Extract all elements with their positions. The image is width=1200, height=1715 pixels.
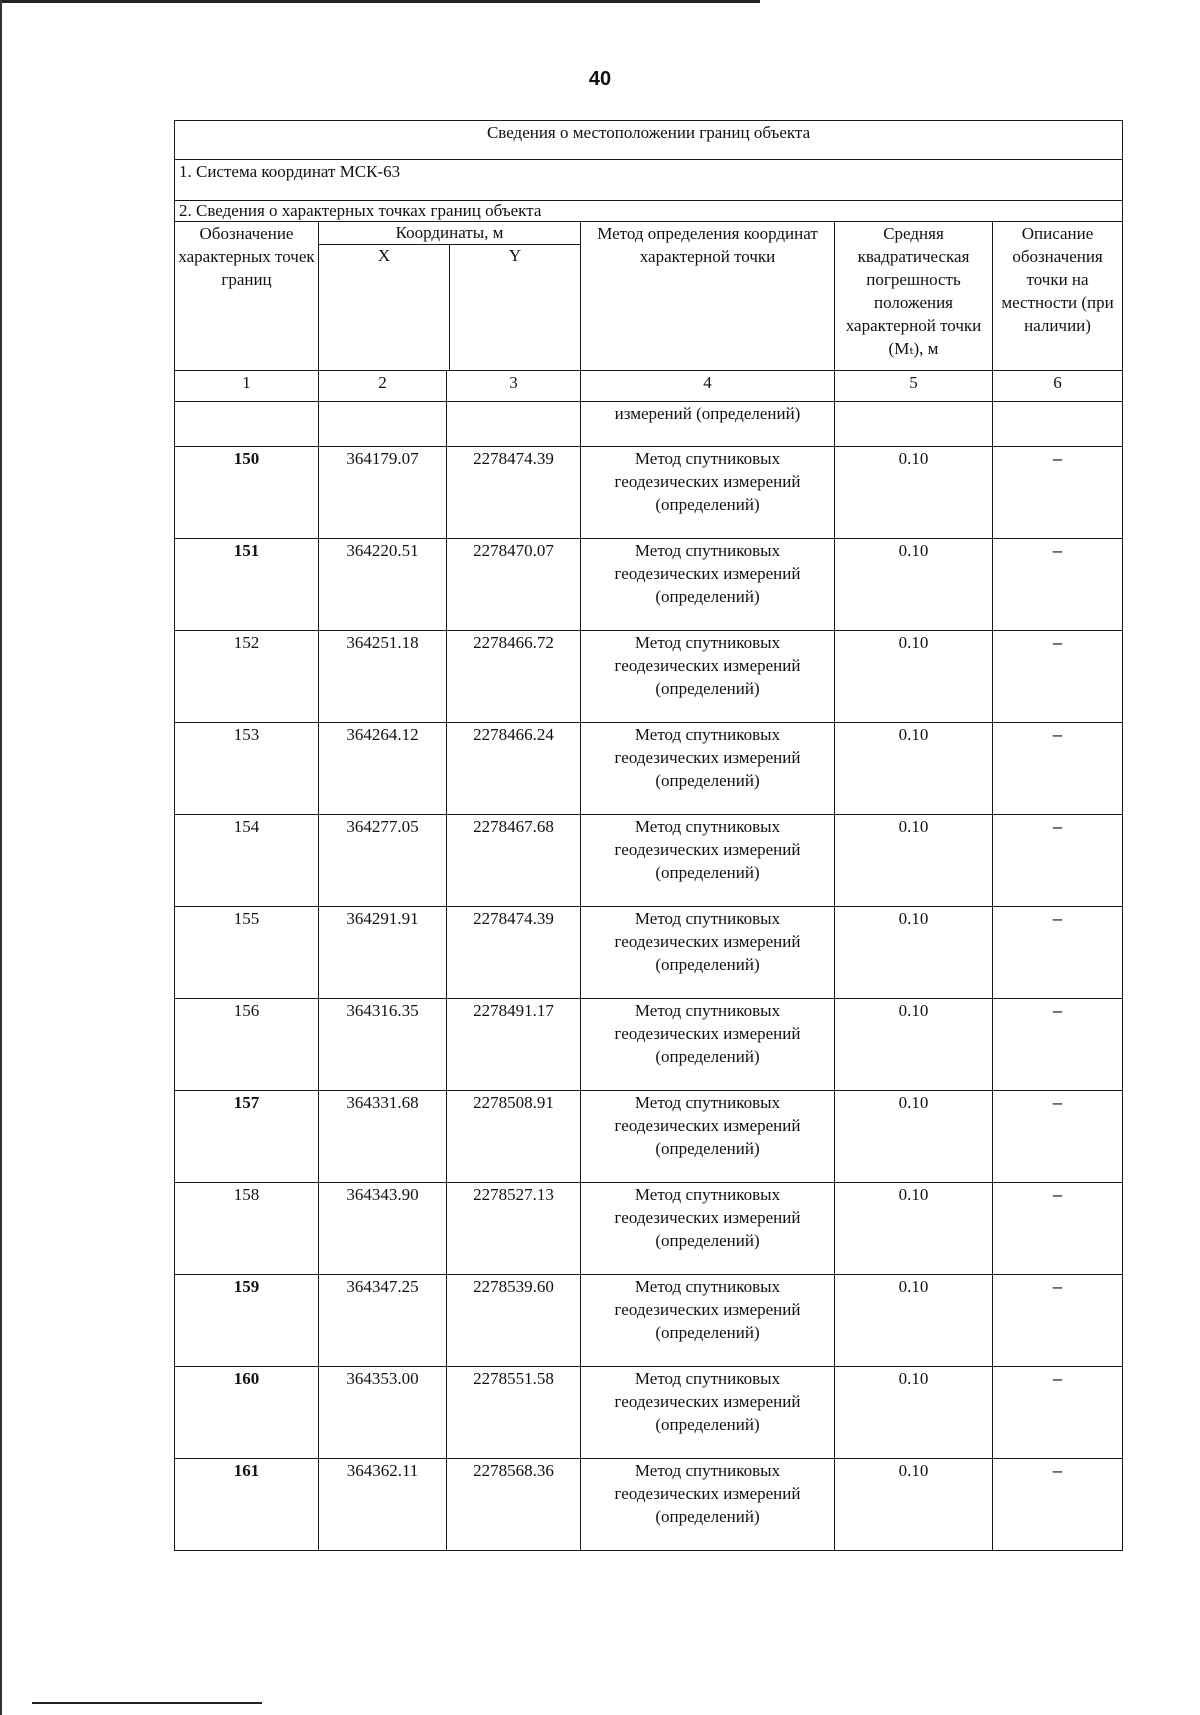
header-description: Описание обозначения точки на местности (при наличии) <box>993 222 1123 371</box>
column-number: 5 <box>835 371 993 402</box>
point-description: – <box>993 447 1123 539</box>
point-description: – <box>993 999 1123 1091</box>
scan-edge-left <box>0 0 2 1715</box>
point-method: Метод спутниковых геодезических измерений (определений) <box>581 815 835 907</box>
point-error: 0.10 <box>835 1091 993 1183</box>
coordinate-system: 1. Система координат МСК-63 <box>175 160 1123 201</box>
point-y: 2278466.72 <box>447 631 581 723</box>
page-number: 40 <box>588 68 612 90</box>
continuation-method: измерений (определений) <box>581 402 835 447</box>
point-error: 0.10 <box>835 999 993 1091</box>
point-id: 156 <box>175 999 319 1091</box>
header-row <box>175 222 1123 371</box>
point-y: 2278466.24 <box>447 723 581 815</box>
point-description: – <box>993 1091 1123 1183</box>
point-error: 0.10 <box>835 907 993 999</box>
point-x: 364291.91 <box>319 907 447 999</box>
point-x: 364220.51 <box>319 539 447 631</box>
point-id: 159 <box>175 1275 319 1367</box>
point-description: – <box>993 1275 1123 1367</box>
table-row <box>175 999 1123 1091</box>
point-method: Метод спутниковых геодезических измерений (определений) <box>581 1183 835 1275</box>
empty-cell <box>319 402 447 447</box>
column-number: 4 <box>581 371 835 402</box>
column-number: 2 <box>319 371 447 402</box>
point-y: 2278474.39 <box>447 447 581 539</box>
point-x: 364179.07 <box>319 447 447 539</box>
table-row <box>175 1091 1123 1183</box>
table-row <box>175 1183 1123 1275</box>
point-id: 152 <box>175 631 319 723</box>
point-x: 364316.35 <box>319 999 447 1091</box>
point-description: – <box>993 907 1123 999</box>
point-x: 364343.90 <box>319 1183 447 1275</box>
empty-cell <box>175 402 319 447</box>
point-description: – <box>993 1459 1123 1551</box>
table-row <box>175 539 1123 631</box>
point-error: 0.10 <box>835 1183 993 1275</box>
point-id: 154 <box>175 815 319 907</box>
point-id: 157 <box>175 1091 319 1183</box>
point-method: Метод спутниковых геодезических измерений (определений) <box>581 999 835 1091</box>
column-number: 1 <box>175 371 319 402</box>
table-row <box>175 907 1123 999</box>
header-y: Y <box>508 246 522 265</box>
table-row <box>175 723 1123 815</box>
table-title: Сведения о местоположении границ объекта <box>175 121 1123 160</box>
point-id: 155 <box>175 907 319 999</box>
point-description: – <box>993 1183 1123 1275</box>
point-id: 161 <box>175 1459 319 1551</box>
column-number: 3 <box>447 371 581 402</box>
point-y: 2278467.68 <box>447 815 581 907</box>
point-description: – <box>993 1367 1123 1459</box>
boundary-points-table <box>174 120 1123 1551</box>
column-number: 6 <box>993 371 1123 402</box>
points-section-row <box>175 201 1123 222</box>
point-description: – <box>993 723 1123 815</box>
point-x: 364353.00 <box>319 1367 447 1459</box>
point-x: 364347.25 <box>319 1275 447 1367</box>
point-x: 364331.68 <box>319 1091 447 1183</box>
header-x: X <box>319 245 450 370</box>
point-error: 0.10 <box>835 447 993 539</box>
footer-rule <box>32 1702 262 1704</box>
point-y: 2278527.13 <box>447 1183 581 1275</box>
point-error: 0.10 <box>835 815 993 907</box>
point-id: 150 <box>175 447 319 539</box>
coordinate-system-row <box>175 160 1123 201</box>
point-id: 151 <box>175 539 319 631</box>
point-y: 2278539.60 <box>447 1275 581 1367</box>
points-section-title: 2. Сведения о характерных точках границ объекта <box>175 201 1123 222</box>
point-description: – <box>993 815 1123 907</box>
point-error: 0.10 <box>835 1459 993 1551</box>
table-row <box>175 1275 1123 1367</box>
table-row <box>175 447 1123 539</box>
point-y: 2278474.39 <box>447 907 581 999</box>
continuation-row <box>175 402 1123 447</box>
point-method: Метод спутниковых геодезических измерений (определений) <box>581 1275 835 1367</box>
table-row <box>175 815 1123 907</box>
column-numbers-row <box>175 371 1123 402</box>
table-row <box>175 1367 1123 1459</box>
point-x: 364251.18 <box>319 631 447 723</box>
point-y: 2278551.58 <box>447 1367 581 1459</box>
point-y: 2278508.91 <box>447 1091 581 1183</box>
point-error: 0.10 <box>835 1367 993 1459</box>
point-id: 160 <box>175 1367 319 1459</box>
point-method: Метод спутниковых геодезических измерений (определений) <box>581 539 835 631</box>
point-x: 364362.11 <box>319 1459 447 1551</box>
point-id: 158 <box>175 1183 319 1275</box>
table-row <box>175 631 1123 723</box>
point-y: 2278491.17 <box>447 999 581 1091</box>
header-designation: Обозначение характерных точек границ <box>175 222 319 371</box>
point-x: 364277.05 <box>319 815 447 907</box>
point-description: – <box>993 631 1123 723</box>
point-method: Метод спутниковых геодезических измерений (определений) <box>581 1459 835 1551</box>
point-description: – <box>993 539 1123 631</box>
point-method: Метод спутниковых геодезических измерений (определений) <box>581 1091 835 1183</box>
header-method: Метод определения координат характерной точки <box>581 222 835 371</box>
point-error: 0.10 <box>835 723 993 815</box>
empty-cell <box>447 402 581 447</box>
point-y: 2278470.07 <box>447 539 581 631</box>
header-coordinates <box>319 222 581 371</box>
point-method: Метод спутниковых геодезических измерений (определений) <box>581 1367 835 1459</box>
header-coordinates-title: Координаты, м <box>319 222 580 245</box>
empty-cell <box>835 402 993 447</box>
point-method: Метод спутниковых геодезических измерений (определений) <box>581 723 835 815</box>
point-method: Метод спутниковых геодезических измерений (определений) <box>581 447 835 539</box>
table-title-row <box>175 121 1123 160</box>
table-row <box>175 1459 1123 1551</box>
point-error: 0.10 <box>835 1275 993 1367</box>
scan-edge-top <box>0 0 760 3</box>
header-error: Средняя квадратическая погрешность положения характерной точки (Mₜ), м <box>835 222 993 371</box>
point-error: 0.10 <box>835 631 993 723</box>
point-x: 364264.12 <box>319 723 447 815</box>
point-id: 153 <box>175 723 319 815</box>
point-method: Метод спутниковых геодезических измерений (определений) <box>581 631 835 723</box>
empty-cell <box>993 402 1123 447</box>
point-error: 0.10 <box>835 539 993 631</box>
point-method: Метод спутниковых геодезических измерений (определений) <box>581 907 835 999</box>
point-y: 2278568.36 <box>447 1459 581 1551</box>
